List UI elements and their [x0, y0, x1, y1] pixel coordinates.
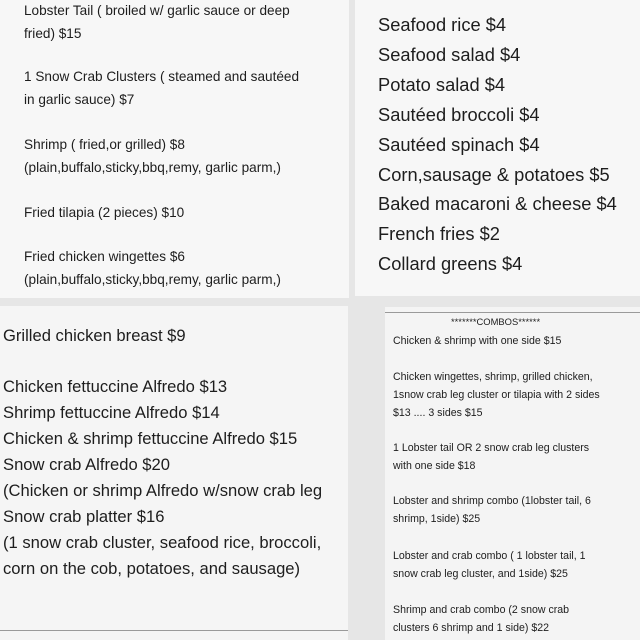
menu-item-lobster-tail: [24, 0, 290, 45]
combo-price-text: snow crab leg cluster, and 1side) $25: [393, 568, 568, 580]
menu-item-shrimp: [24, 134, 281, 179]
item-price-text: in garlic sauce) $7: [24, 91, 135, 107]
combo-text: Lobster and crab combo ( 1 lobster tail, 1: [393, 550, 586, 562]
combo-text: Chicken & shrimp with one side $15: [393, 335, 562, 347]
combo-item: [393, 368, 638, 422]
item-text: Fried tilapia (2 pieces) $10: [24, 205, 185, 220]
combo-text: Chicken wingettes, shrimp, grilled chicken,: [393, 371, 593, 383]
item-text: 1 Snow Crab Clusters ( steamed and sautéed: [24, 69, 300, 84]
side-item: Corn,sausage & potatoes $5: [378, 164, 610, 185]
menu-panel-seafood: [0, 0, 349, 298]
entree-item: Chicken & shrimp fettuccine Alfredo $15: [3, 429, 298, 448]
menu-panel-combos: [385, 307, 640, 640]
menu-panel-entrees: [0, 306, 348, 640]
entree-item: Chicken fettuccine Alfredo $13: [3, 377, 228, 396]
entree-item: corn on the cob, potatoes, and sausage): [3, 559, 301, 578]
combo-item: [393, 332, 638, 350]
entree-item: (Chicken or shrimp Alfredo w/snow crab leg: [3, 481, 323, 500]
combo-price-text: with one side $18: [393, 460, 476, 472]
side-item: Sautéed spinach $4: [378, 134, 540, 155]
combo-item: [393, 439, 638, 475]
combo-item: [393, 492, 638, 528]
bottom-divider: [0, 630, 348, 631]
item-detail-text: (plain,buffalo,sticky,bbq,remy, garlic parm,): [24, 159, 281, 175]
entree-item: Snow crab Alfredo $20: [3, 455, 170, 474]
side-item: Sautéed broccoli $4: [378, 104, 540, 125]
entree-item: (1 snow crab cluster, seafood rice, broccoli,: [3, 533, 322, 552]
entree-item: Grilled chicken breast $9: [3, 326, 186, 345]
item-text: Shrimp ( fried,or grilled) $8: [24, 137, 185, 152]
combo-price-text: $13 .... 3 sides $15: [393, 407, 483, 419]
combo-item: [393, 547, 638, 583]
side-item: French fries $2: [378, 223, 500, 244]
combo-price-text: shrimp, 1side) $25: [393, 513, 481, 525]
menu-panel-sides: [355, 0, 640, 296]
combo-text: 1 Lobster tail OR 2 snow crab leg clusters: [393, 442, 590, 454]
menu-item-fried-tilapia: [24, 202, 184, 225]
menu-item-chicken-wingettes: [24, 246, 281, 291]
combo-price-text: clusters 6 shrimp and 1 side) $22: [393, 622, 550, 634]
entree-item: Shrimp fettuccine Alfredo $14: [3, 403, 220, 422]
combo-text: Shrimp and crab combo (2 snow crab: [393, 604, 570, 616]
combo-item: [393, 601, 638, 637]
entree-item: Snow crab platter $16: [3, 507, 165, 526]
side-item: Collard greens $4: [378, 253, 523, 274]
side-item: Seafood rice $4: [378, 14, 507, 35]
top-divider: [385, 312, 640, 313]
side-item: Seafood salad $4: [378, 44, 521, 65]
item-text: Fried chicken wingettes $6: [24, 249, 185, 264]
item-price-text: fried) $15: [24, 25, 82, 41]
item-detail-text: (plain,buffalo,sticky,bbq,remy, garlic parm,): [24, 271, 281, 287]
combo-text: 1snow crab leg cluster or tilapia with 2 sides: [393, 389, 600, 401]
side-item: Potato salad $4: [378, 74, 506, 95]
combo-text: Lobster and shrimp combo (1lobster tail, 6: [393, 495, 591, 507]
item-text: Lobster Tail ( broiled w/ garlic sauce or deep: [24, 3, 290, 18]
menu-item-snow-crab-clusters: [24, 66, 299, 111]
side-item: Baked macaroni & cheese $4: [378, 193, 617, 214]
combos-heading: *******COMBOS******: [451, 316, 541, 327]
